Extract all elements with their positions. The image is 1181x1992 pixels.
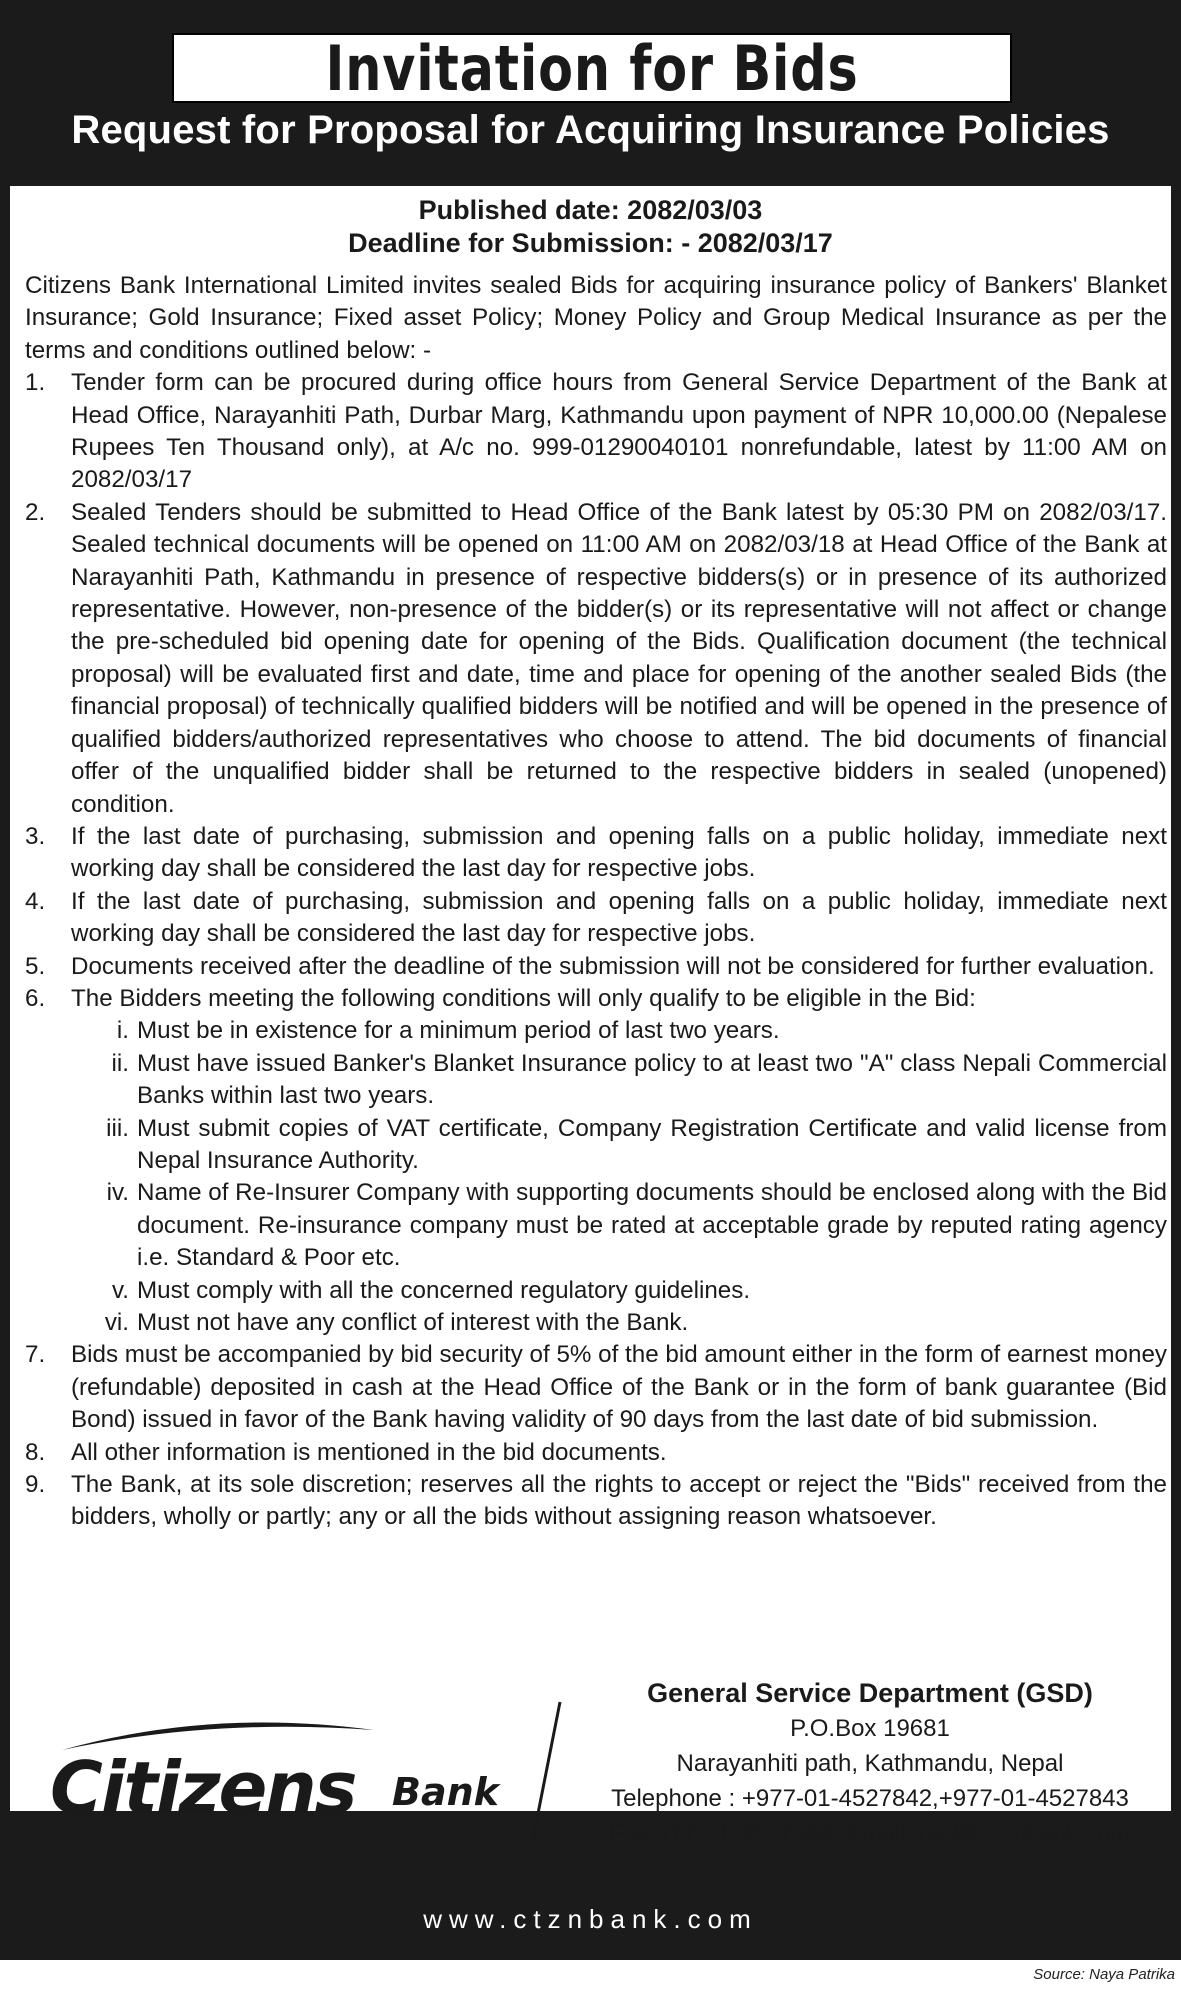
contact-block	[580, 1676, 1160, 1851]
condition-text: Must not have any conflict of interest with the Bank.	[137, 1309, 689, 1336]
website-url: www.ctznbank.com	[423, 1904, 758, 1934]
condition-number: i.	[116, 1017, 129, 1045]
condition-number: v.	[111, 1276, 129, 1304]
item-number: 3.	[25, 822, 46, 850]
condition-number: vi.	[104, 1309, 129, 1336]
condition-number: iii.	[106, 1114, 129, 1142]
item-number: 7.	[25, 1341, 46, 1369]
list-item	[25, 951, 1167, 983]
condition-text: Must be in existence for a minimum period of last two years.	[137, 1017, 780, 1045]
logo-bank-text: Bank	[392, 1770, 499, 1814]
item-text: All other information is mentioned in the bid documents.	[71, 1438, 667, 1466]
list-item	[25, 1469, 1167, 1534]
condition-item	[71, 1275, 1167, 1307]
item-text: Tender form can be procured during office hours from General Service Department of the Bank at Head Office, Narayanhiti Path, Durbar Marg, Kathmandu upon payment of NPR 10,000.00 (Nepalese Rupees Ten Thousand only), at A/c no. 999-01290040101 nonrefundable, latest by 11:00 AM on 2082/03/17	[71, 369, 1167, 494]
fax-email: Fax 977-01-4527044, Email: gsd@ctznbank.com	[609, 1820, 1131, 1847]
eligibility-conditions	[25, 1015, 1167, 1339]
submission-deadline: Deadline for Submission: - 2082/03/17	[348, 228, 833, 258]
condition-item	[71, 1015, 1167, 1047]
list-item	[25, 821, 1167, 886]
item-number: 4.	[25, 887, 46, 915]
department-name: General Service Department (GSD)	[647, 1678, 1093, 1708]
list-item	[25, 1437, 1167, 1469]
item-text: If the last date of purchasing, submission and opening falls on a public holiday, immediate next working day shall be considered the last day for respective jobs.	[71, 887, 1167, 948]
published-date: Published date: 2082/03/03	[418, 195, 763, 225]
terms-list	[25, 367, 1167, 1534]
date-block	[10, 194, 1171, 260]
item-number: 6.	[25, 984, 46, 1012]
notice-body	[10, 186, 1171, 1847]
slash-divider	[526, 1698, 566, 1848]
item-number: 2.	[25, 498, 46, 526]
list-item	[25, 886, 1167, 951]
condition-number: iv.	[106, 1179, 129, 1207]
item-text: The Bank, at its sole discretion; reserves all the rights to accept or reject the "Bids" received from the bidders, wholly or partly; any or all the bids without assigning reason whatsoever.	[71, 1471, 1167, 1531]
item-number: 1.	[25, 369, 46, 397]
item-text: Documents received after the deadline of the submission will not be considered for further evaluation.	[71, 952, 1155, 980]
condition-item	[71, 1177, 1167, 1274]
condition-item	[71, 1048, 1167, 1113]
condition-text: Must comply with all the concerned regulatory guidelines.	[137, 1276, 751, 1304]
logo-wordmark: Citizens	[50, 1746, 356, 1830]
list-item	[25, 983, 1167, 1015]
item-number: 8.	[25, 1438, 46, 1466]
source-credit: Source: Naya Patrika	[1033, 1966, 1175, 1983]
list-item	[25, 367, 1167, 497]
list-item	[25, 1339, 1167, 1436]
item-text: The Bidders meeting the following conditions will only qualify to be eligible in the Bid:	[71, 984, 976, 1012]
page-subtitle: Request for Proposal for Acquiring Insurance Policies	[71, 108, 1110, 152]
item-text: Bids must be accompanied by bid security of 5% of the bid amount either in the form of earnest money (refundable) deposited in cash at the Head Office of the Bank or in the form of bank guarantee (Bid Bond) issued in favor of the Bank having validity of 90 days from the last date of bid submission.	[71, 1341, 1167, 1434]
condition-text: Name of Re-Insurer Company with supporting documents should be enclosed along with the Bid document. Re-insurance company must be rated at acceptable grade by reputed rating agency i.e. Standard & Poor etc.	[137, 1179, 1167, 1272]
list-item	[25, 497, 1167, 821]
item-number: 9.	[25, 1471, 46, 1499]
condition-item	[71, 1307, 1167, 1339]
address: Narayanhiti path, Kathmandu, Nepal	[676, 1750, 1064, 1777]
intro-paragraph: Citizens Bank International Limited invites sealed Bids for acquiring insurance policy of Bankers' Blanket Insurance; Gold Insurance; Fixed asset Policy; Money Policy and Group Medical Insurance as per the terms and conditions outlined below: -	[25, 272, 1167, 364]
po-box: P.O.Box 19681	[790, 1715, 950, 1742]
page-title	[172, 33, 1012, 103]
notice-content	[25, 270, 1167, 1534]
title-text: Invitation for Bids	[325, 31, 859, 105]
item-text: Sealed Tenders should be submitted to Head Office of the Bank latest by 05:30 PM on 2082/03/17. Sealed technical documents will be opened on 11:00 AM on 2082/03/18 at Head Office of the Bank at Narayanhiti Path, Kathmandu in presence of respective bidders(s) or in presence of its authorized representative. However, non-presence of the bidder(s) or its representative will not affect or change the pre-scheduled bid opening date for opening of the Bids. Qualification document (the technical proposal) will be evaluated first and date, time and place for opening of the another sealed Bids (the financial proposal) of technically qualified bidders will be notified and will be opened in the presence of qualified bidders/authorized representatives who choose to attend. The bid documents of financial offer of the unqualified bidder shall be returned to the respective bidders in sealed (unopened) condition.	[71, 498, 1167, 818]
condition-item	[71, 1113, 1167, 1178]
item-number: 5.	[25, 952, 46, 980]
condition-text: Must submit copies of VAT certificate, Company Registration Certificate and valid license from Nepal Insurance Authority.	[137, 1114, 1167, 1174]
citizens-bank-logo	[40, 1706, 560, 1856]
telephone: Telephone : +977-01-4527842,+977-01-4527843	[611, 1785, 1129, 1812]
condition-number: ii.	[111, 1049, 129, 1077]
condition-text: Must have issued Banker's Blanket Insurance policy to at least two "A" class Nepali Commercial Banks within last two years.	[137, 1049, 1167, 1110]
item-text: If the last date of purchasing, submission and opening falls on a public holiday, immediate next working day shall be considered the last day for respective jobs.	[71, 822, 1167, 883]
